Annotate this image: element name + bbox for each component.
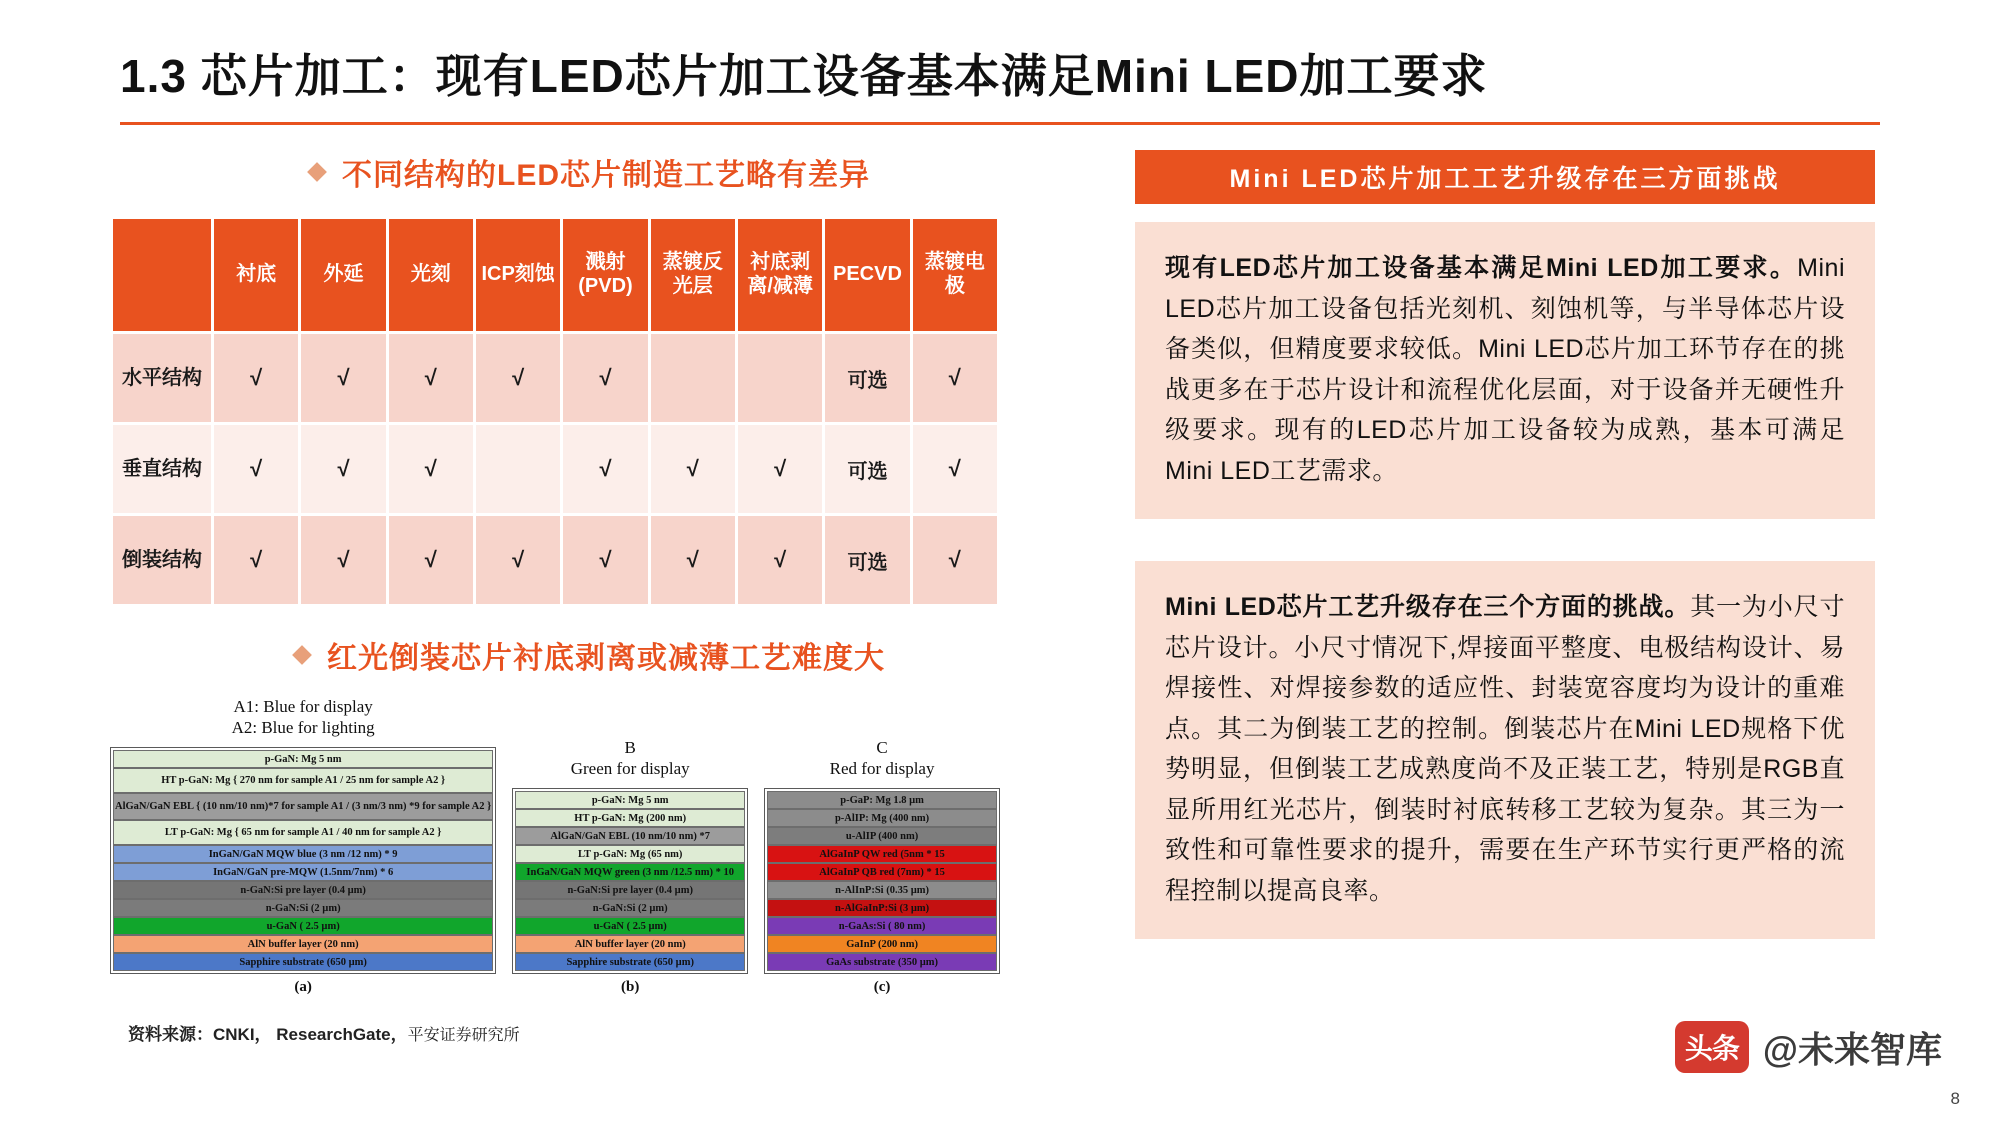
section-heading-text: 红光倒装芯片衬底剥离或减薄工艺难度大 xyxy=(327,642,885,675)
stack-layer: n-GaAs:Si ( 80 nm) xyxy=(767,917,997,935)
table-col-header: PECVD xyxy=(825,219,909,331)
check-icon: √ xyxy=(599,365,612,390)
table-cell xyxy=(476,516,560,604)
table-header-row xyxy=(113,219,997,331)
right-column xyxy=(1135,150,1875,939)
stack-layer: p-AlIP: Mg (400 nm) xyxy=(767,809,997,827)
stack-panel xyxy=(764,738,1000,996)
stack-layer: n-GaN:Si pre layer (0.4 µm) xyxy=(515,881,745,899)
table-cell xyxy=(738,425,822,513)
check-icon: √ xyxy=(250,365,263,390)
process-comparison-table xyxy=(110,216,1000,607)
table-col-header: 溅射(PVD) xyxy=(563,219,647,331)
card1-lead: 现有LED芯片加工设备基本满足Mini LED加工要求。 xyxy=(1165,254,1798,282)
table-cell xyxy=(301,425,385,513)
check-icon: √ xyxy=(774,547,787,572)
table-row-header: 垂直结构 xyxy=(113,425,211,513)
stack-layer: n-AlGaInP:Si (3 µm) xyxy=(767,899,997,917)
stack-layer: GaAs substrate (350 µm) xyxy=(767,953,997,971)
stack-layer: p-GaN: Mg 5 nm xyxy=(515,791,745,809)
stack-layers xyxy=(110,747,496,974)
toutiao-logo-icon: 头条 xyxy=(1675,1021,1749,1073)
check-icon: √ xyxy=(599,456,612,481)
stack-layer: AlGaN/GaN EBL { (10 nm/10 nm)*7 for sample A1 / (3 nm/3 nm) *9 for sample A2 } xyxy=(113,793,493,820)
table-cell xyxy=(651,334,735,422)
table-row xyxy=(113,425,997,513)
stack-layer: AlGaInP QB red (7nm) * 15 xyxy=(767,863,997,881)
table-cell xyxy=(214,334,298,422)
check-icon: √ xyxy=(599,547,612,572)
stack-layer: Sapphire substrate (650 µm) xyxy=(113,953,493,971)
stack-layer: n-GaN:Si pre layer (0.4 µm) xyxy=(113,881,493,899)
page-title: 1.3 芯片加工：现有LED芯片加工设备基本满足Mini LED加工要求 xyxy=(120,50,1488,102)
table-row-header: 倒装结构 xyxy=(113,516,211,604)
stack-layer: u-GaN ( 2.5 µm) xyxy=(515,917,745,935)
watermark xyxy=(1675,1021,1942,1073)
table-cell: 可选 xyxy=(825,516,909,604)
stack-layer: LT p-GaN: Mg (65 nm) xyxy=(515,845,745,863)
table-row xyxy=(113,516,997,604)
table-col-header: 衬底剥离/减薄 xyxy=(738,219,822,331)
check-icon: √ xyxy=(424,365,437,390)
stack-layer: n-AlInP:Si (0.35 µm) xyxy=(767,881,997,899)
stack-layer: GaInP (200 nm) xyxy=(767,935,997,953)
table-cell xyxy=(913,425,997,513)
diamond-bullet-icon xyxy=(307,162,327,182)
table-cell: 可选 xyxy=(825,425,909,513)
table-cell xyxy=(214,425,298,513)
source-label: 资料来源：CNKI， ResearchGate， xyxy=(128,1025,408,1044)
stack-layers xyxy=(512,788,748,974)
table-cell xyxy=(214,516,298,604)
check-icon: √ xyxy=(948,547,961,572)
stack-layer: u-AlIP (400 nm) xyxy=(767,827,997,845)
table-col-header-blank xyxy=(113,219,211,331)
stack-panel xyxy=(512,738,748,996)
table-cell xyxy=(476,425,560,513)
stack-layer: p-GaP: Mg 1.8 µm xyxy=(767,791,997,809)
table-col-header: 衬底 xyxy=(214,219,298,331)
stack-panel-caption xyxy=(110,697,496,741)
table-cell xyxy=(389,334,473,422)
table-cell xyxy=(389,425,473,513)
table-cell xyxy=(738,516,822,604)
table-cell xyxy=(913,334,997,422)
stack-layer: AlN buffer layer (20 nm) xyxy=(113,935,493,953)
stack-layer: AlGaN/GaN EBL (10 nm/10 nm) *7 xyxy=(515,827,745,845)
table-cell xyxy=(913,516,997,604)
stack-caption-line: A2: Blue for lighting xyxy=(231,717,375,737)
stack-layer: Sapphire substrate (650 µm) xyxy=(515,953,745,971)
section-heading-epi-figure xyxy=(110,633,1070,677)
table-header xyxy=(113,219,997,331)
stack-caption-line: Red for display xyxy=(829,758,935,778)
table-cell xyxy=(476,334,560,422)
table-cell xyxy=(738,334,822,422)
check-icon: √ xyxy=(337,365,350,390)
source-institution: 平安证券研究所 xyxy=(407,1027,520,1044)
table-col-header: 蒸镀电极 xyxy=(913,219,997,331)
stack-layer: p-GaN: Mg 5 nm xyxy=(113,750,493,768)
stack-panel-caption xyxy=(764,738,1000,782)
stack-caption-line: B xyxy=(624,738,636,758)
stack-layers xyxy=(764,788,1000,974)
stack-panel-caption xyxy=(512,738,748,782)
stack-layer: InGaN/GaN MQW green (3 nm /12.5 nm) * 10 xyxy=(515,863,745,881)
stack-layer: n-GaN:Si (2 µm) xyxy=(515,899,745,917)
diamond-bullet-icon xyxy=(292,645,312,665)
stack-caption-line: C xyxy=(876,738,888,758)
stack-panel xyxy=(110,697,496,996)
table-col-header: 蒸镀反光层 xyxy=(651,219,735,331)
check-icon: √ xyxy=(948,365,961,390)
challenge-card-process xyxy=(1135,561,1875,939)
stack-layer: AlGaInP QW red (5nm * 15 xyxy=(767,845,997,863)
table-row xyxy=(113,334,997,422)
stack-layer: HT p-GaN: Mg { 270 nm for sample A1 / 25 nm for sample A2 } xyxy=(113,768,493,793)
table-cell xyxy=(563,334,647,422)
stack-caption-line: Green for display xyxy=(570,758,690,778)
table-row-header: 水平结构 xyxy=(113,334,211,422)
table-cell xyxy=(563,516,647,604)
left-column xyxy=(110,150,1070,1080)
epitaxial-stack-figure xyxy=(110,697,1000,996)
stack-panel-number: (c) xyxy=(873,979,891,996)
check-icon: √ xyxy=(337,456,350,481)
check-icon: √ xyxy=(686,547,699,572)
table-cell xyxy=(563,425,647,513)
check-icon: √ xyxy=(337,547,350,572)
stack-layer: AlN buffer layer (20 nm) xyxy=(515,935,745,953)
stack-layer: u-GaN ( 2.5 µm) xyxy=(113,917,493,935)
check-icon: √ xyxy=(774,456,787,481)
table-cell: 可选 xyxy=(825,334,909,422)
source-note xyxy=(128,1020,520,1045)
check-icon: √ xyxy=(424,456,437,481)
card2-body: 其一为小尺寸芯片设计。小尺寸情况下,焊接面平整度、电极结构设计、易焊接性、对焊接参数的适应性、封装宽容度均为设计的重难点。其二为倒装工艺的控制。倒装芯片在Mini LED规格下优势明显，但倒装工艺成熟度尚不及正装工艺，特别是RGB直显所用红光芯片，倒装时衬底转移工艺较为复杂。其三为一致性和可靠性要求的提升，需要在生产环节实行更严格的流程控制以提高良率。 xyxy=(1165,593,1845,905)
stack-layer: InGaN/GaN pre-MQW (1.5nm/7nm) * 6 xyxy=(113,863,493,881)
section-heading-process-table xyxy=(110,150,1070,194)
check-icon: √ xyxy=(512,365,525,390)
stack-panel-number: (b) xyxy=(621,979,640,996)
title-divider xyxy=(120,122,1880,125)
table-cell xyxy=(301,334,385,422)
watermark-handle: @未来智库 xyxy=(1762,1028,1942,1070)
check-icon: √ xyxy=(512,547,525,572)
table-body xyxy=(113,334,997,604)
stack-panel-number: (a) xyxy=(294,979,312,996)
table-cell xyxy=(301,516,385,604)
stack-layer: HT p-GaN: Mg (200 nm) xyxy=(515,809,745,827)
challenges-banner: Mini LED芯片加工工艺升级存在三方面挑战 xyxy=(1135,150,1875,204)
card2-lead: Mini LED芯片工艺升级存在三个方面的挑战。 xyxy=(1165,593,1691,621)
card1-body: Mini LED芯片加工设备包括光刻机、刻蚀机等，与半导体芯片设备类似，但精度要求较低。Mini LED芯片加工环节存在的挑战更多在于芯片设计和流程优化层面，对于设备并无硬性升级要求。现有的LED芯片加工设备较为成熟，基本可满足Mini LED工艺需求。 xyxy=(1165,254,1845,485)
check-icon: √ xyxy=(948,456,961,481)
table-cell xyxy=(389,516,473,604)
section-heading-text: 不同结构的LED芯片制造工艺略有差异 xyxy=(342,159,870,192)
page-number: 8 xyxy=(1950,1089,1960,1108)
stack-layer: n-GaN:Si (2 µm) xyxy=(113,899,493,917)
stack-layer: InGaN/GaN MQW blue (3 nm /12 nm) * 9 xyxy=(113,845,493,863)
table-col-header: 外延 xyxy=(301,219,385,331)
table-cell xyxy=(651,516,735,604)
table-col-header: 光刻 xyxy=(389,219,473,331)
check-icon: √ xyxy=(250,547,263,572)
table-cell xyxy=(651,425,735,513)
stack-layer: LT p-GaN: Mg { 65 nm for sample A1 / 40 nm for sample A2 } xyxy=(113,820,493,845)
check-icon: √ xyxy=(424,547,437,572)
table-col-header: ICP刻蚀 xyxy=(476,219,560,331)
check-icon: √ xyxy=(250,456,263,481)
challenge-card-equipment xyxy=(1135,222,1875,519)
check-icon: √ xyxy=(686,456,699,481)
stack-caption-line: A1: Blue for display xyxy=(233,697,373,716)
